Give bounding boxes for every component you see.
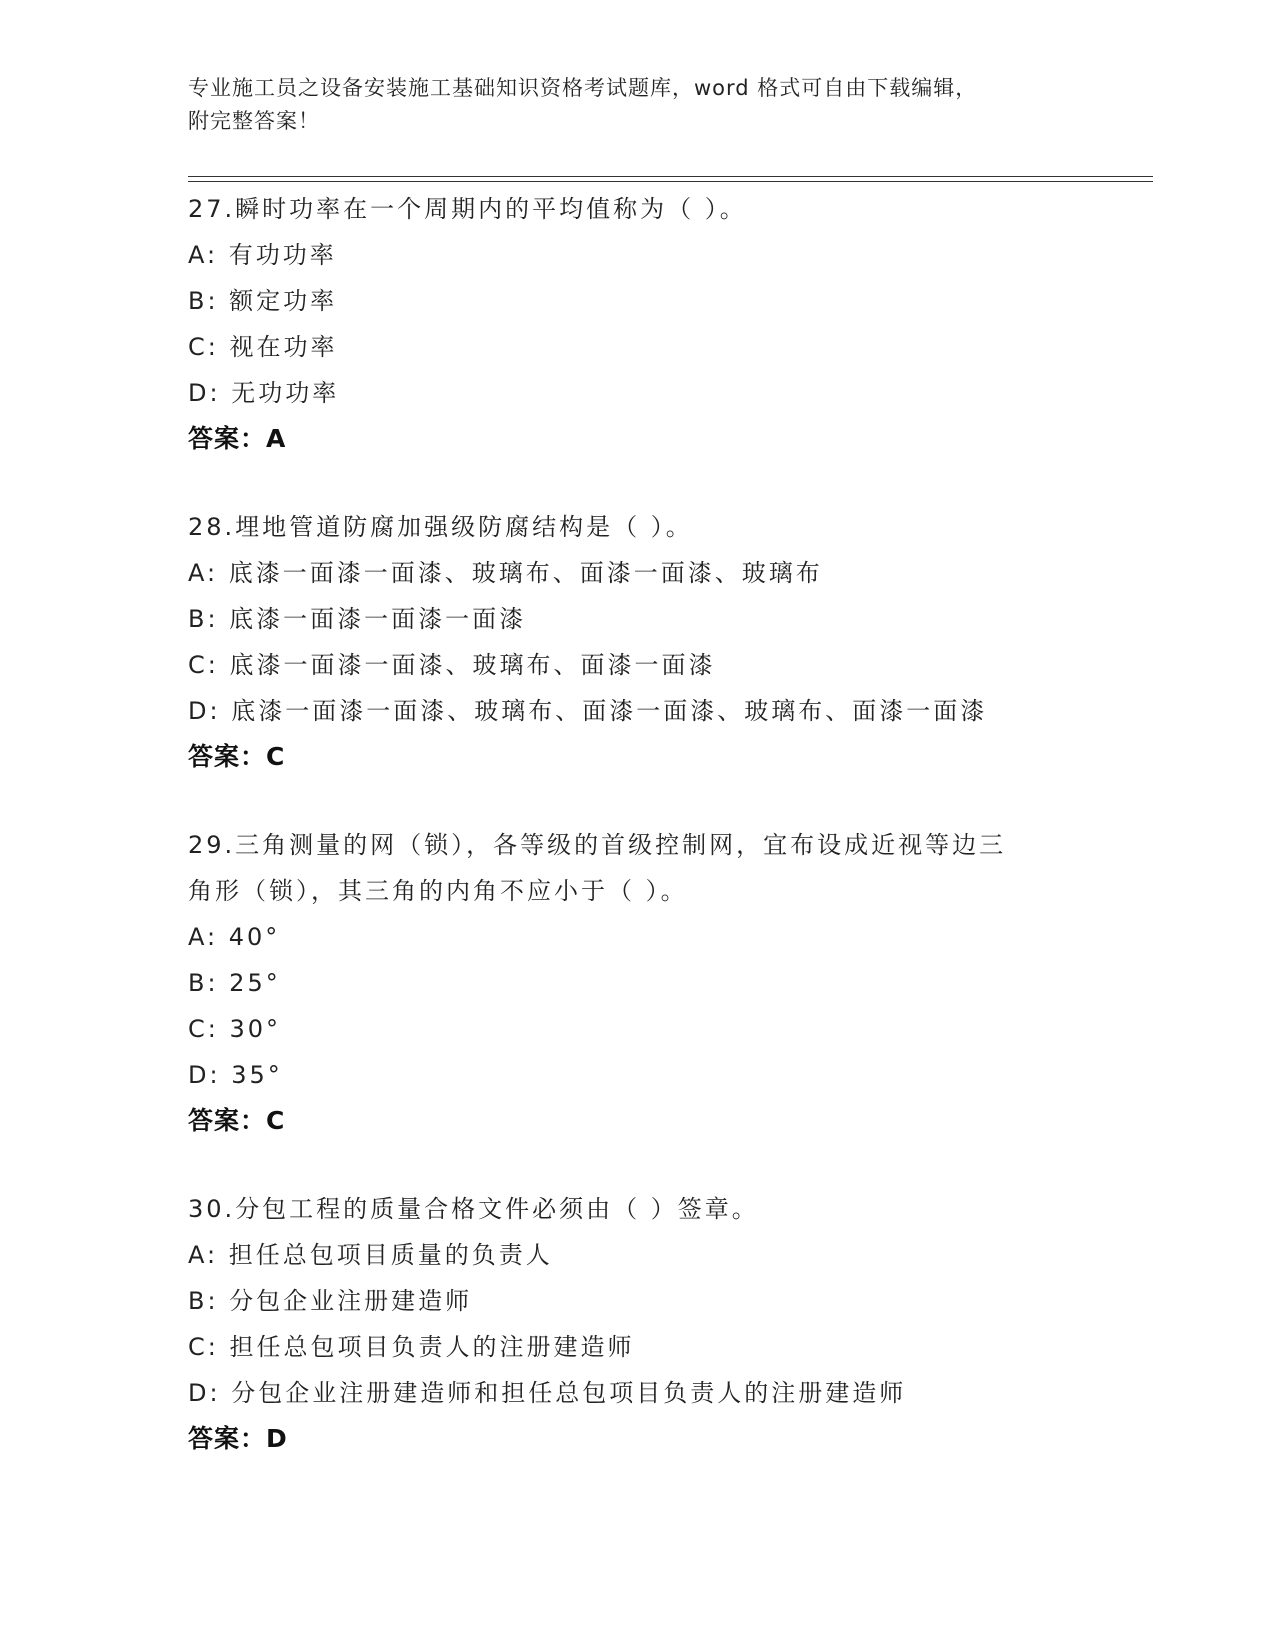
option-d: D: 35° — [188, 1061, 283, 1089]
option-c: C: 视在功率 — [188, 333, 338, 361]
question-stem: 27.瞬时功率在一个周期内的平均值称为（ ）。 — [188, 195, 747, 223]
option-a: A: 底漆一面漆一面漆、玻璃布、面漆一面漆、玻璃布 — [188, 559, 823, 587]
header-line-2: 附完整答案！ — [188, 109, 320, 133]
answer: 答案：C — [188, 1106, 286, 1135]
document-header — [188, 72, 1088, 138]
option-d: D: 底漆一面漆一面漆、玻璃布、面漆一面漆、玻璃布、面漆一面漆 — [188, 697, 988, 725]
question-stem-line-1: 29.三角测量的网（锁），各等级的首级控制网，宜布设成近视等边三 — [188, 831, 1007, 859]
option-c: C: 30° — [188, 1015, 282, 1043]
answer: 答案：C — [188, 742, 286, 771]
answer: 答案：D — [188, 1424, 288, 1453]
option-b: B: 底漆一面漆一面漆一面漆 — [188, 605, 527, 633]
option-b: B: 额定功率 — [188, 287, 338, 315]
question-stem-line-2: 角形（锁），其三角的内角不应小于（ ）。 — [188, 877, 688, 905]
option-d: D: 无功功率 — [188, 379, 340, 407]
option-b: B: 分包企业注册建造师 — [188, 1287, 473, 1315]
question-28 — [188, 504, 1148, 780]
option-d: D: 分包企业注册建造师和担任总包项目负责人的注册建造师 — [188, 1379, 907, 1407]
question-stem: 28.埋地管道防腐加强级防腐结构是（ ）。 — [188, 513, 693, 541]
header-divider-top — [188, 176, 1153, 177]
question-stem: 30.分包工程的质量合格文件必须由（ ）签章。 — [188, 1195, 759, 1223]
question-27 — [188, 186, 1148, 462]
header-divider-bottom — [188, 181, 1153, 182]
option-a: A: 40° — [188, 923, 281, 951]
option-b: B: 25° — [188, 969, 281, 997]
option-c: C: 底漆一面漆一面漆、玻璃布、面漆一面漆 — [188, 651, 716, 679]
question-29 — [188, 822, 1148, 1144]
answer: 答案：A — [188, 424, 287, 453]
option-a: A: 有功功率 — [188, 241, 337, 269]
option-a: A: 担任总包项目质量的负责人 — [188, 1241, 553, 1269]
option-c: C: 担任总包项目负责人的注册建造师 — [188, 1333, 635, 1361]
header-line-1: 专业施工员之设备安装施工基础知识资格考试题库，word 格式可自由下载编辑， — [188, 76, 978, 100]
question-30 — [188, 1186, 1148, 1462]
